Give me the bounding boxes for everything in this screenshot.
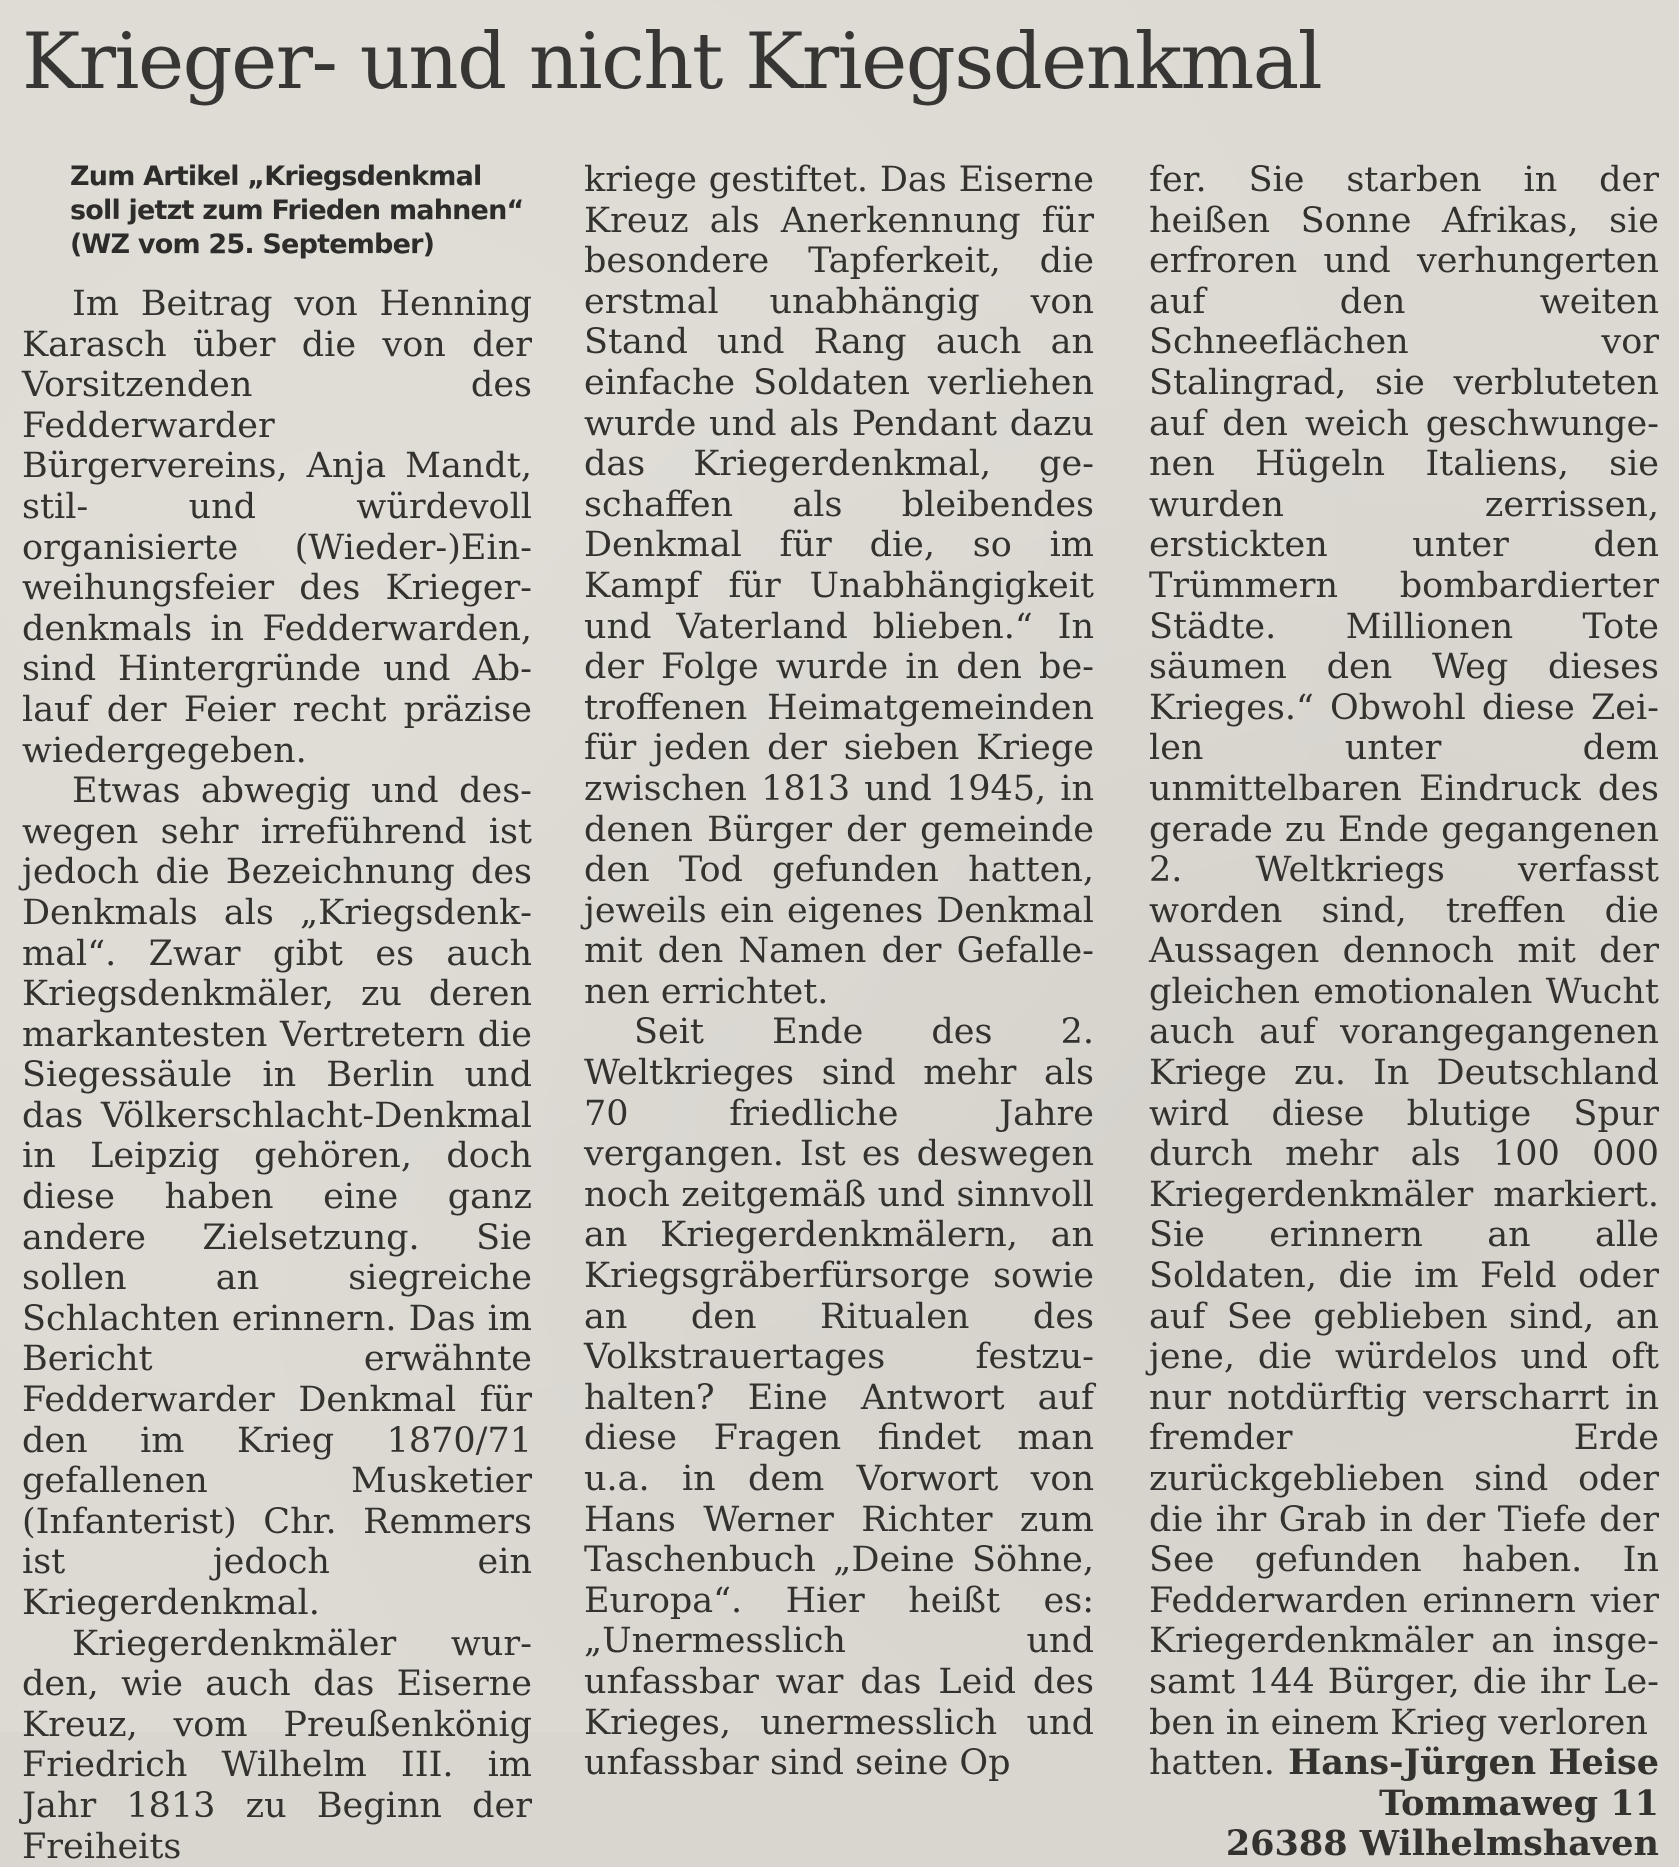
author-name: Hans-Jürgen Heise	[1288, 1742, 1659, 1784]
paragraph: fer. Sie starben in der heißen Sonne Afrikas, sie erfroren und verhungerten auf den weiten Schneeflächen vor Stalingrad, sie verbluteten auf den weich geschwungenen Hügeln Italiens, sie wurden zerrissen, erstickten unter den Trümmern bombardierter Städte. Millionen Tote säumen den Weg dieses Krieges.“ Obwohl diese Zeilen unter dem unmittelbaren Eindruck des gerade zu Ende gegangenen 2. Weltkriegs verfasst worden sind, treffen die Aussagen dennoch mit der gleichen emotionalen Wucht auch auf vorangegangenen Kriege zu. In Deutschland wird diese blutige Spur durch mehr als 100 000 Kriegerdenkmäler markiert. Sie erinnern an alle Soldaten, die im Feld oder auf See geblieben sind, an jene, die würdelos und oft nur notdürftig verscharrt in fremder Erde zurückgeblieben sind oder die ihr Grab in der Tiefe der See gefunden haben. In Fedderwarden erinnern vier Kriegerdenkmäler an insgesamt 144 Bürger, die ihr Leben in einem Krieg verloren	[1149, 160, 1659, 1743]
reference-line-3: (WZ vom 25. September)	[70, 229, 435, 260]
article-column-2	[584, 160, 1094, 1784]
closing-word: hatten.	[1149, 1743, 1275, 1784]
article-column-1	[22, 160, 532, 1867]
reference-line-1: Zum Artikel „Kriegsdenkmal	[70, 161, 482, 192]
article-reference	[70, 160, 532, 262]
author-street: Tommaweg 11	[1379, 1782, 1659, 1824]
paragraph: Im Beitrag von Henning Karasch über die von der Vorsitzenden des Fedderwarder Bürgervereins, Anja Mandt, stil- und würdevoll organisierte (Wieder-)Einweihungsfeier des Kriegerdenkmals in Fedderwarden, sind Hintergründe und Ablauf der Feier recht präzise wiedergegeben.	[22, 284, 532, 771]
paragraph: Seit Ende des 2. Weltkrieges sind mehr als 70 friedliche Jahre vergangen. Ist es deswegen noch zeitgemäß und sinnvoll an Kriegerdenkmälern, an Kriegsgräberfürsorge sowie an den Ritualen des Volkstrauertages festzuhalten? Eine Antwort auf diese Fragen findet man u.a. in dem Vorwort von Hans Werner Richter zum Taschenbuch „Deine Söhne, Europa“. Hier heißt es: „Unermesslich und unfassbar war das Leid des Krieges, unermesslich und unfassbar sind seine Op	[584, 1012, 1094, 1784]
closing-line	[1149, 1743, 1659, 1784]
author-city: 26388 Wilhelmshaven	[1225, 1823, 1659, 1865]
paragraph: kriege gestiftet. Das Eiserne Kreuz als Anerkennung für besondere Tapferkeit, die erstmal unabhängig von Stand und Rang auch an einfache Soldaten verliehen wurde und als Pendant dazu das Kriegerdenkmal, geschaffen als bleibendes Denkmal für die, so im Kampf für Unabhängigkeit und Vaterland blieben.“ In der Folge wurde in den betroffenen Heimatgemeinden für jeden der sieben Kriege zwischen 1813 und 1945, in denen Bürger der gemeinde den Tod gefunden hatten, jeweils ein eigenes Denkmal mit den Namen der Gefallenen errichtet.	[584, 160, 1094, 1012]
article-column-3	[1149, 160, 1659, 1865]
paragraph: Etwas abwegig und deswegen sehr irreführend ist jedoch die Bezeichnung des Denkmals als „Kriegsdenkmal“. Zwar gibt es auch Kriegsdenkmäler, zu deren markantesten Vertretern die Siegessäule in Berlin und das Völkerschlacht-Denkmal in Leipzig gehören, doch diese haben eine ganz andere Zielsetzung. Sie sollen an siegreiche Schlachten erinnern. Das im Bericht erwähnte Fedderwarder Denkmal für den im Krieg 1870/71 gefallenen Musketier (Infanterist) Chr. Remmers ist jedoch ein Kriegerdenkmal.	[22, 771, 532, 1623]
headline: Krieger- und nicht Kriegsdenkmal	[22, 17, 1322, 107]
paragraph: Kriegerdenkmäler wurden, wie auch das Eiserne Kreuz, vom Preußenkönig Friedrich Wilhelm III. im Jahr 1813 zu Beginn der Freiheits	[22, 1623, 532, 1867]
reference-line-2: soll jetzt zum Frieden mahnen“	[70, 195, 524, 226]
